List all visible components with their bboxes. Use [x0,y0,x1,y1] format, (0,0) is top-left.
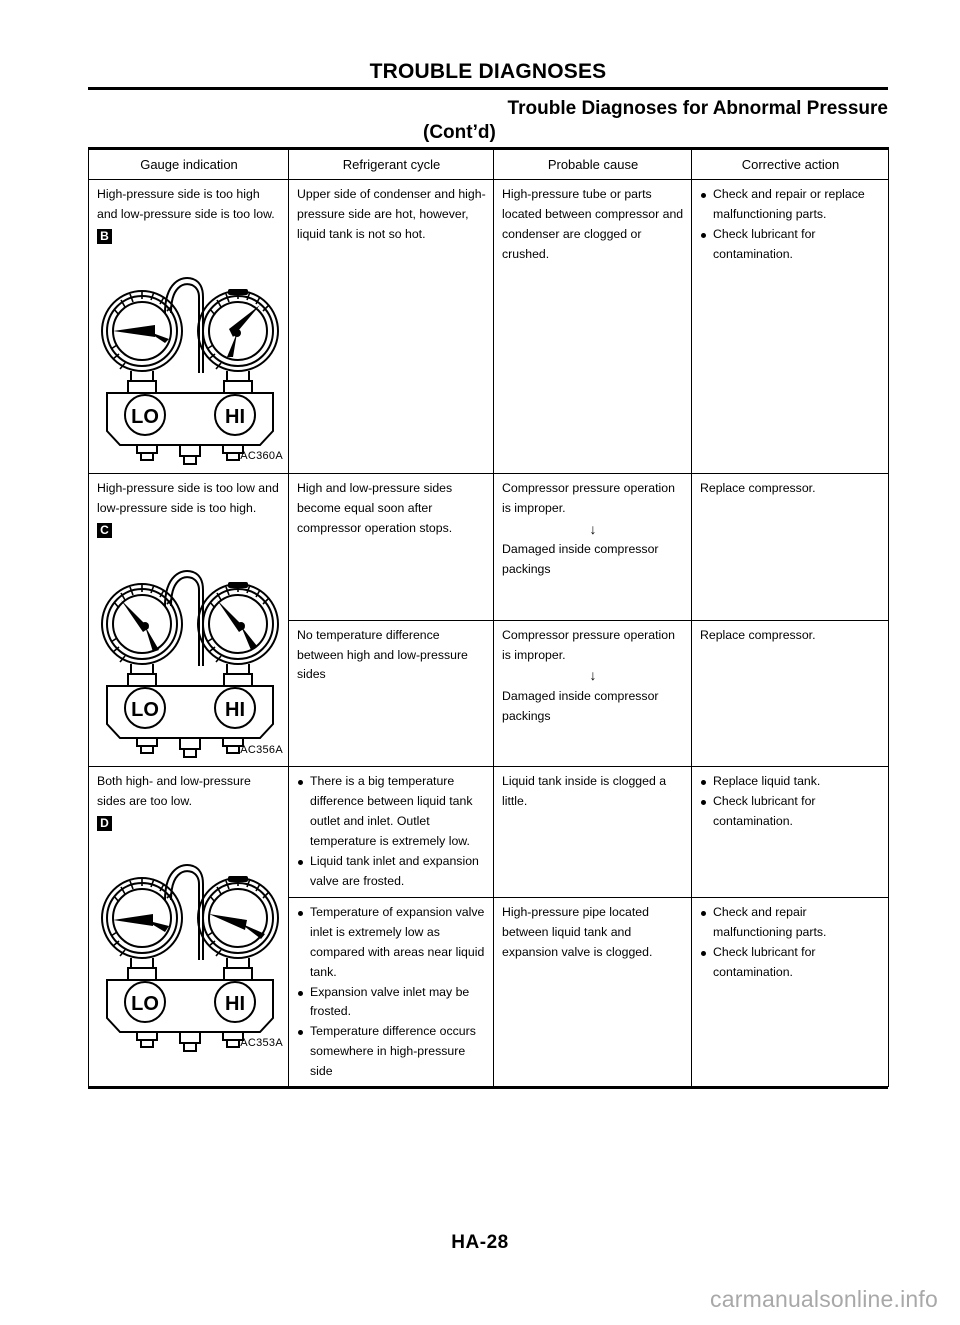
table-row [89,767,889,897]
corrective-action-cell [692,897,889,1087]
refrigerant-cycle-text: No temperature difference between high and low-pressure sides [297,627,468,682]
list-item: Check and repair malfunctioning parts. [700,903,881,943]
lo-port-label: LO [131,699,159,722]
column-header-probable-cause: Probable cause [494,149,692,180]
corrective-action-cell [692,620,889,767]
lo-port-label: LO [131,993,159,1016]
refrigerant-cycle-cell [289,473,494,620]
probable-cause-after: Damaged inside compressor packings [502,541,659,576]
site-watermark: carmanualsonline.info [710,1286,938,1312]
list-item: Check lubricant for contamination. [700,225,881,265]
probable-cause-text: High-pressure pipe located between liquid tank and expansion valve is clogged. [502,904,653,959]
refrigerant-cycle-text: High and low-pressure sides become equal soon after compressor operation stops. [297,480,453,535]
gauge-figure-d [97,840,283,1055]
condition-badge-b: B [97,229,112,244]
hi-gauge-needle [209,914,265,939]
probable-cause-after: Damaged inside compressor packings [502,688,659,723]
list-item: Liquid tank inlet and expansion valve are frosted. [297,852,486,892]
refrigerant-cycle-list [297,772,486,891]
page-number: HA-28 [451,1232,509,1253]
hi-gauge-needle [227,305,260,357]
corrective-action-text: Replace compressor. [700,480,816,495]
lo-gauge-needle [121,600,159,652]
corrective-action-cell [692,767,889,897]
gauge-figure-c [97,546,283,761]
list-item: Check lubricant for contamination. [700,792,881,832]
list-item: Replace liquid tank. [700,772,881,792]
lo-gauge-needle [113,914,169,932]
section-title-line1: Trouble Diagnoses for Abnormal Pressure [507,98,888,119]
table-header-row [89,149,889,180]
section-title [88,97,888,145]
page-header [88,60,888,145]
probable-cause-cell [494,620,692,767]
lo-gauge-needle [113,325,169,343]
diagnosis-table [88,147,889,1087]
section-title-line2: (Cont’d) [423,121,496,143]
corrective-action-list [700,185,881,265]
column-header-corrective-action: Corrective action [692,149,889,180]
corrective-action-list [700,772,881,832]
refrigerant-cycle-cell [289,897,494,1087]
corrective-action-list [700,903,881,983]
arrow-down-icon: ↓ [589,667,597,684]
gauge-indication-cell-c [89,473,289,767]
list-item: There is a big temperature difference between liquid tank outlet and inlet. Outlet temperature is extremely low. [297,772,486,852]
probable-cause-before: Compressor pressure operation is improper. [502,627,675,662]
list-item: Check and repair or replace malfunctioning parts. [700,185,881,225]
column-header-refrigerant-cycle: Refrigerant cycle [289,149,494,180]
hi-port-label: HI [225,699,245,722]
title-divider [88,87,888,90]
list-item: Temperature of expansion valve inlet is extremely low as compared with areas near liquid tank. [297,903,486,983]
figure-label-b: AC360A [240,449,283,462]
gauge-indication-cell-d [89,767,289,1087]
document-title: TROUBLE DIAGNOSES [369,60,607,83]
refrigerant-cycle-cell [289,767,494,897]
probable-cause-cell [494,897,692,1087]
list-item: Temperature difference occurs somewhere in high-pressure side [297,1022,486,1082]
hi-gauge-needle [217,600,257,650]
list-item: Check lubricant for contamination. [700,943,881,983]
table-bottom-rule [88,1086,888,1089]
gauge-indication-cell-b [89,180,289,474]
probable-cause-cell [494,473,692,620]
probable-cause-cell [494,180,692,474]
probable-cause-before: Compressor pressure operation is improper. [502,480,675,515]
figure-label-c: AC356A [240,743,283,756]
probable-cause-cell [494,767,692,897]
gauge-figure-b [97,253,283,468]
diagnosis-table-wrap [88,147,888,1089]
condition-badge-d: D [97,816,112,831]
hi-port-label: HI [225,405,245,428]
refrigerant-cycle-cell [289,180,494,474]
corrective-action-text: Replace compressor. [700,627,816,642]
figure-label-d: AC353A [240,1037,283,1050]
refrigerant-cycle-list [297,903,486,1082]
gauge-indication-text-d: Both high- and low-pressure sides are too low. [97,774,251,809]
hi-port-label: HI [225,993,245,1016]
corrective-action-cell [692,180,889,474]
lo-port-label: LO [131,405,159,428]
refrigerant-cycle-text: Upper side of condenser and high-pressure side are hot, however, liquid tank is not so hot. [297,187,486,241]
list-item: Expansion valve inlet may be frosted. [297,983,486,1023]
probable-cause-text: Liquid tank inside is clogged a little. [502,774,667,809]
condition-badge-c: C [97,523,112,538]
manifold-gauge-illustration [97,546,283,761]
manifold-gauge-illustration [97,840,283,1055]
manifold-gauge-illustration [97,253,283,468]
arrow-down-icon: ↓ [589,520,597,537]
gauge-indication-text-c: High-pressure side is too low and low-pressure side is too high. [97,480,279,515]
corrective-action-cell [692,473,889,620]
refrigerant-cycle-cell [289,620,494,767]
table-row [89,180,889,474]
gauge-indication-text-b: High-pressure side is too high and low-pressure side is too low. [97,187,275,221]
table-row [89,473,889,620]
column-header-gauge-indication: Gauge indication [89,149,289,180]
probable-cause-text: High-pressure tube or parts located between compressor and condenser are clogged or crushed. [502,187,684,261]
